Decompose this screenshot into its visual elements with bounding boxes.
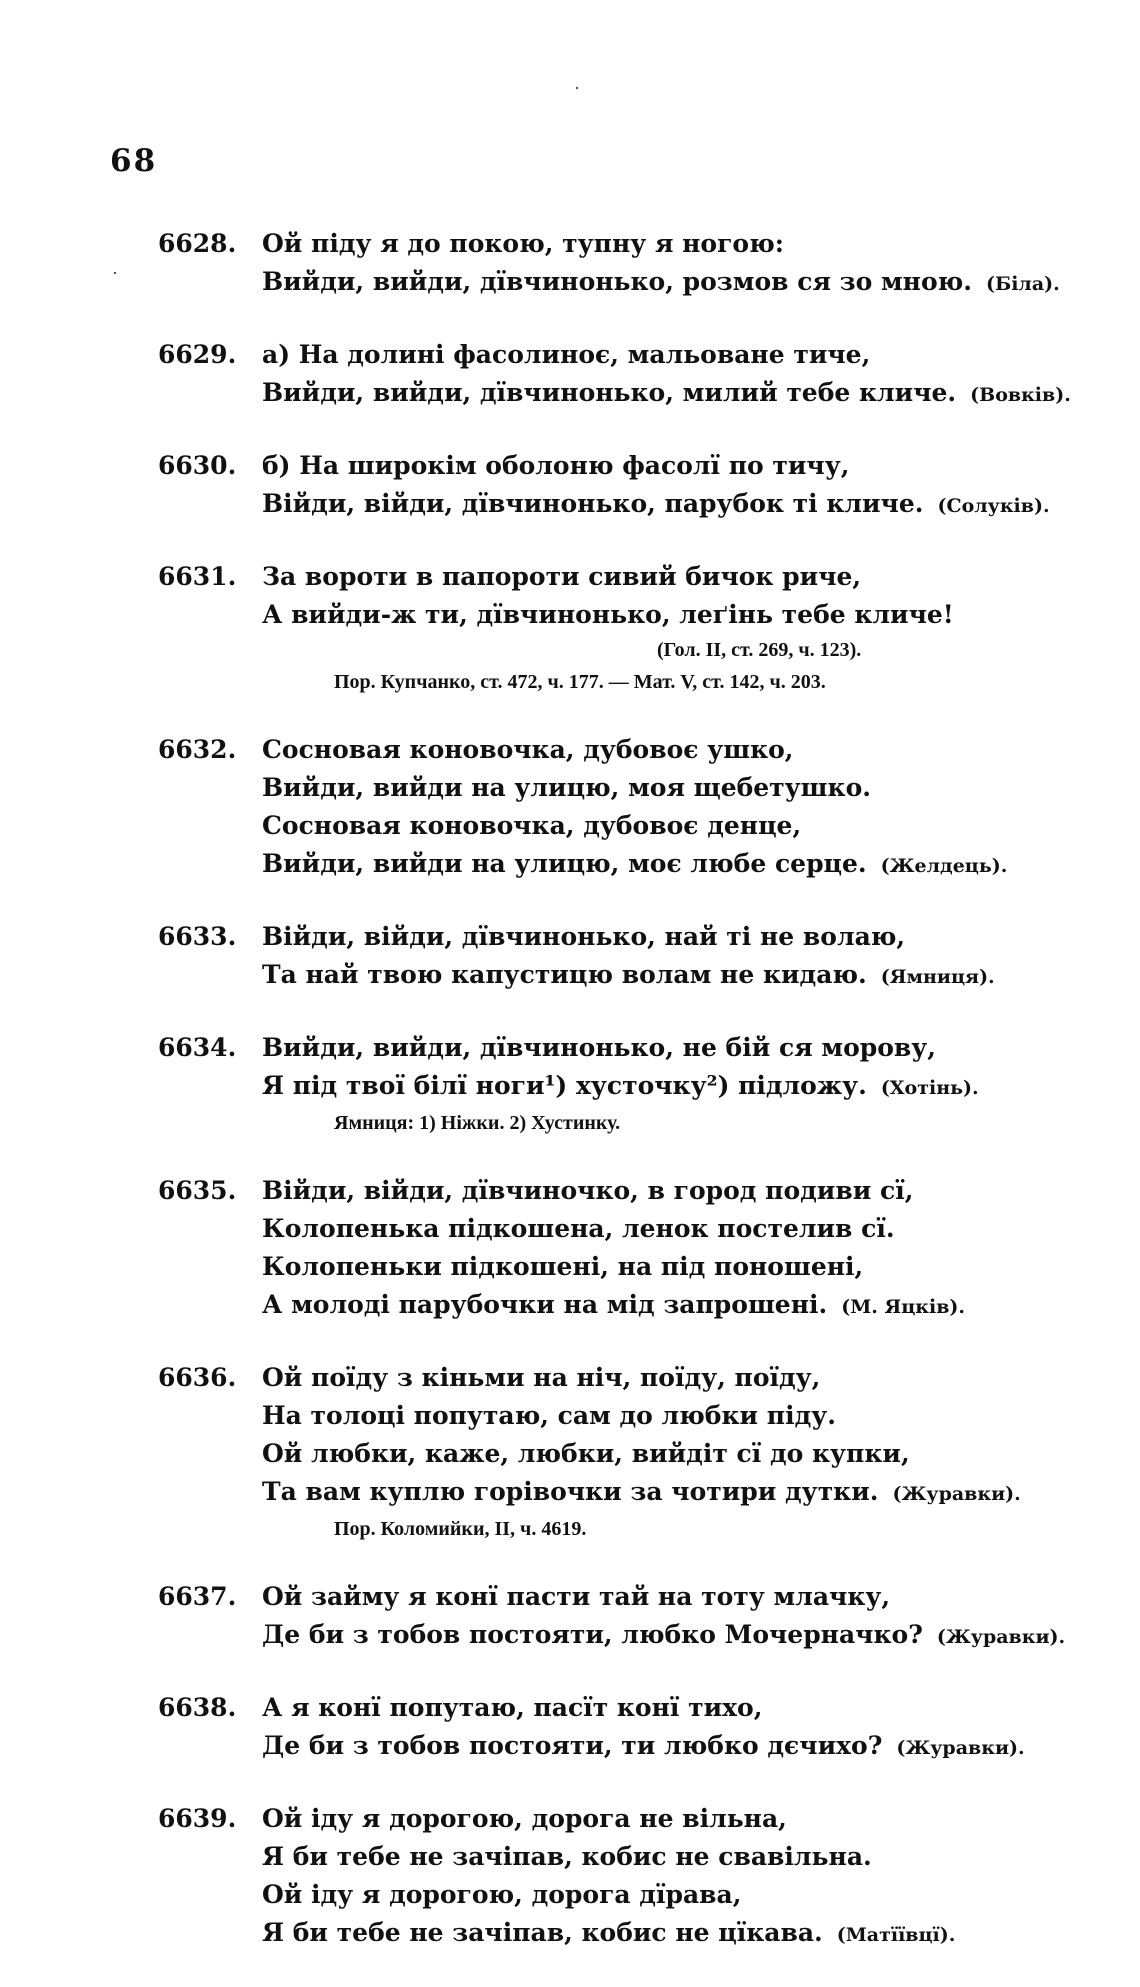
verse-lines	[262, 1359, 1062, 1545]
verse-text: Ой поїду з кіньми на ніч, поїду, поїду,	[262, 1363, 821, 1392]
variant-note: Ямниця: 1) Ніжки. 2) Хустинку.	[334, 1112, 621, 1134]
verse-line	[262, 1689, 1062, 1727]
song-entry	[0, 1172, 1140, 1326]
verse-line	[262, 558, 1062, 596]
verse-lines	[262, 558, 1062, 698]
verse-text: Війди, війди, дївчиночко, в город подиви сї,	[262, 1176, 914, 1205]
verse-lines	[262, 1172, 1062, 1326]
verse-text: А вийди-ж ти, дївчинонько, леґінь тебе кличе!	[262, 600, 954, 629]
verse-text: Де би з тобов постояти, ти любко дєчихо?	[262, 1731, 883, 1760]
source-location: (М. Яцків).	[841, 1296, 966, 1318]
entry-number: 6631.	[158, 562, 237, 591]
entry-number: 6629.	[158, 340, 237, 369]
verse-line	[262, 1435, 1062, 1473]
song-entry	[0, 1578, 1140, 1656]
verse-lines	[262, 1029, 1062, 1139]
verse-text: Сосновая коновочка, дубовоє денце,	[262, 811, 802, 840]
verse-line	[262, 769, 1062, 807]
verse-text: Ой іду я дорогою, дорога дїрава,	[262, 1880, 742, 1909]
verse-line	[262, 1359, 1062, 1397]
verse-text: Я би тебе не зачіпав, кобис не свавільна.	[262, 1842, 872, 1871]
verse-line	[262, 1914, 1062, 1954]
song-entry	[0, 1689, 1140, 1767]
source-location: (Журавки).	[936, 1626, 1066, 1648]
verse-line	[262, 1210, 1062, 1248]
verse-line	[262, 225, 1062, 263]
verse-text: Війди, війди, дївчинонько, най ті не волаю,	[262, 922, 906, 951]
verse-text: На толоці попутаю, сам до любки піду.	[262, 1401, 836, 1430]
verse-text: Ой піду я до покою, тупну я ногою:	[262, 229, 784, 258]
source-location: (Хотінь).	[880, 1077, 979, 1099]
verse-line	[262, 1029, 1062, 1067]
verse-line	[262, 1286, 1062, 1326]
verse-text: Я би тебе не зачіпав, кобис не цїкава.	[262, 1918, 823, 1947]
verse-line	[262, 1067, 1062, 1107]
page-number: 68	[110, 143, 158, 179]
song-entry	[0, 1800, 1140, 1954]
verse-line	[262, 807, 1062, 845]
source-location: (Журавки).	[896, 1737, 1025, 1759]
verse-line	[262, 1473, 1062, 1513]
verse-text: Та най твою капустицю волам не кидаю.	[262, 960, 867, 989]
verse-line	[262, 1876, 1062, 1914]
verse-lines	[262, 447, 1062, 525]
entry-number: 6632.	[158, 735, 237, 764]
source-location: (Вовків).	[970, 384, 1071, 406]
verse-line	[262, 1838, 1062, 1876]
verse-text: Ой іду я дорогою, дорога не вільна,	[262, 1804, 787, 1833]
verse-text: а) На долині фасолиноє, мальоване тиче,	[262, 340, 871, 369]
source-location: (Біла).	[985, 273, 1060, 295]
verse-lines	[262, 336, 1071, 414]
verse-lines	[262, 918, 1062, 996]
verse-line	[262, 956, 1062, 996]
song-entry	[0, 558, 1140, 698]
entry-number: 6635.	[158, 1176, 237, 1205]
verse-line	[262, 845, 1062, 885]
verse-text: Сосновая коновочка, дубовоє ушко,	[262, 735, 794, 764]
compare-note: Пор. Купчанко, ст. 472, ч. 177. — Мат. V, ст. 142, ч. 203.	[334, 671, 826, 693]
verse-text: Вийди, вийди, дївчинонько, милий тебе кличе.	[262, 378, 957, 407]
verse-text: Вийди, вийди на улицю, моє любе серце.	[262, 849, 867, 878]
verse-text: б) На широкім оболоню фасолї по тичу,	[262, 451, 850, 480]
verse-lines	[262, 1578, 1066, 1656]
song-entry	[0, 1359, 1140, 1545]
verse-text: Де би з тобов постояти, любко Мочерначко?	[262, 1620, 923, 1649]
song-entry	[0, 336, 1140, 414]
verse-lines	[262, 225, 1062, 303]
verse-text: Та вам куплю горівочки за чотири дутки.	[262, 1477, 879, 1506]
verse-lines	[262, 1800, 1062, 1954]
source-location: (Желдець).	[880, 855, 1008, 877]
verse-line	[262, 1727, 1062, 1767]
verse-line	[262, 1616, 1066, 1656]
verse-line	[262, 596, 1062, 634]
verse-line	[262, 731, 1062, 769]
print-speck	[576, 87, 578, 89]
verse-line	[262, 918, 1062, 956]
entry-number: 6634.	[158, 1033, 237, 1062]
verse-line	[262, 1248, 1062, 1286]
song-entry	[0, 447, 1140, 525]
verse-line	[262, 485, 1062, 525]
verse-lines	[262, 1689, 1062, 1767]
verse-text: А я конї попутаю, пасїт конї тихо,	[262, 1693, 763, 1722]
entry-number: 6636.	[158, 1363, 237, 1392]
verse-text: Вийди, вийди, дївчинонько, розмов ся зо мною.	[262, 267, 972, 296]
verse-text: Колопеньки підкошені, на під поношені,	[262, 1252, 864, 1281]
verse-line	[262, 1397, 1062, 1435]
entry-number: 6637.	[158, 1582, 237, 1611]
verse-text: Я під твої білї ноги¹) хусточку²) підложу.	[262, 1071, 867, 1100]
song-entry	[0, 225, 1140, 303]
verse-text: Ой займу я конї пасти тай на тоту млачку,	[262, 1582, 891, 1611]
entry-number: 6628.	[158, 229, 237, 258]
song-entry	[0, 1029, 1140, 1139]
compare-note: Пор. Коломийки, II, ч. 4619.	[334, 1518, 587, 1540]
verse-text: Вийди, вийди на улицю, моя щебетушко.	[262, 773, 871, 802]
verse-line	[262, 1578, 1062, 1616]
song-entry	[0, 731, 1140, 885]
song-entries	[0, 225, 1140, 1987]
source-location: (Журавки).	[892, 1483, 1021, 1505]
source-location: (Матїївцї).	[836, 1924, 956, 1946]
verse-text: Вийди, вийди, дївчинонько, не бій ся морову,	[262, 1033, 936, 1062]
entry-number: 6630.	[158, 451, 237, 480]
verse-text: Війди, війди, дївчинонько, парубок ті кличе.	[262, 489, 924, 518]
verse-line	[262, 336, 1062, 374]
verse-line	[262, 447, 1062, 485]
verse-line	[262, 1800, 1062, 1838]
verse-text: За вороти в папороти сивий бичок риче,	[262, 562, 862, 591]
verse-text: Ой любки, каже, любки, вийдіт сї до купки,	[262, 1439, 910, 1468]
verse-text: Колопенька підкошена, ленок постелив сї.	[262, 1214, 895, 1243]
entry-number: 6633.	[158, 922, 237, 951]
verse-line	[262, 1172, 1062, 1210]
verse-line	[262, 263, 1062, 303]
verse-lines	[262, 731, 1062, 885]
source-location: (Ямниця).	[880, 966, 995, 988]
entry-number: 6639.	[158, 1804, 237, 1833]
song-entry	[0, 918, 1140, 996]
reference-citation: (Гол. II, ст. 269, ч. 123).	[657, 639, 862, 661]
entry-number: 6638.	[158, 1693, 237, 1722]
verse-text: А молоді парубочки на мід запрошені.	[262, 1290, 828, 1319]
verse-line	[262, 374, 1071, 414]
source-location: (Солуків).	[937, 495, 1050, 517]
